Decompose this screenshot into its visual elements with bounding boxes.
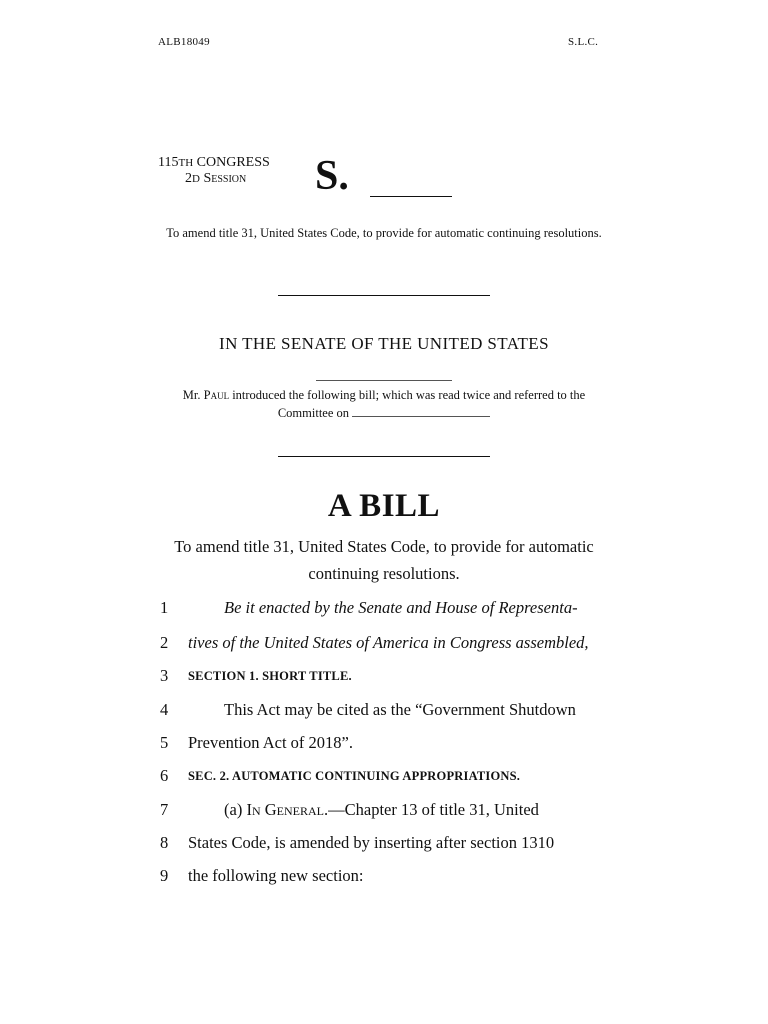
session-suffix: D [192, 173, 200, 185]
subsection-heading: In General [246, 800, 324, 819]
introduction-statement [158, 386, 610, 422]
line-number: 1 [160, 598, 169, 617]
body-line [160, 700, 612, 733]
bill-prefix: S. [315, 153, 349, 199]
body-line [160, 800, 612, 833]
congress-word: CONGRESS [196, 155, 270, 170]
body-line [160, 766, 612, 799]
body-line [160, 733, 612, 766]
session-word: Session [203, 171, 247, 186]
body-line [160, 866, 612, 899]
line-number: 6 [160, 766, 169, 785]
divider-rule [278, 295, 490, 296]
thin-divider [316, 380, 452, 381]
line-number: 7 [160, 800, 169, 819]
line-number: 2 [160, 633, 169, 652]
body-line [160, 666, 612, 699]
line-number: 3 [160, 666, 169, 685]
congress-suffix: TH [178, 157, 194, 169]
section-heading: SECTION 1. SHORT TITLE. [188, 669, 352, 683]
office-code: S.L.C. [568, 36, 599, 48]
document-id: ALB18049 [158, 36, 210, 48]
enacting-clause: Be it enacted by the Senate and House of Representa- [224, 598, 578, 617]
session-line [158, 171, 270, 187]
subsection-text: .—Chapter 13 of title 31, United [323, 800, 539, 819]
body-text: This Act may be cited as the “Government Shutdown [224, 700, 576, 719]
a-bill-heading: A BILL [327, 488, 441, 524]
body-line [160, 633, 612, 666]
body-line [160, 833, 612, 866]
line-number: 5 [160, 733, 169, 752]
divider-rule [278, 456, 490, 457]
session-number: 2 [185, 171, 192, 186]
purpose-statement: To amend title 31, United States Code, to provide for automatic continuing resolutions. [166, 226, 602, 240]
line-number: 9 [160, 866, 169, 885]
enacting-clause: tives of the United States of America in Congress assembled, [188, 633, 589, 652]
body-text: Prevention Act of 2018”. [188, 733, 353, 752]
body-text [188, 800, 612, 820]
congress-number: 115 [158, 155, 179, 170]
committee-blank [352, 406, 490, 417]
body-text: the following new section: [188, 866, 364, 885]
bill-number-blank [370, 196, 452, 197]
congress-line [158, 155, 270, 171]
long-title: To amend title 31, United States Code, to provide for automatic continuing resolutions. [174, 537, 594, 583]
congress-session-block [158, 155, 270, 187]
introduction-text: introduced the following bill; which was read twice and referred to the Committee on [232, 388, 586, 420]
line-number: 4 [160, 700, 169, 719]
body-line [160, 598, 612, 631]
sponsor-prefix: Mr. [182, 388, 201, 402]
body-text: States Code, is amended by inserting after section 1310 [188, 833, 555, 852]
sponsor-name: Paul [203, 388, 230, 402]
section-heading: SEC. 2. AUTOMATIC CONTINUING APPROPRIATIONS. [188, 769, 521, 783]
senate-heading: IN THE SENATE OF THE UNITED STATES [219, 334, 549, 353]
subsection-marker: (a) [224, 800, 243, 819]
line-number: 8 [160, 833, 169, 852]
